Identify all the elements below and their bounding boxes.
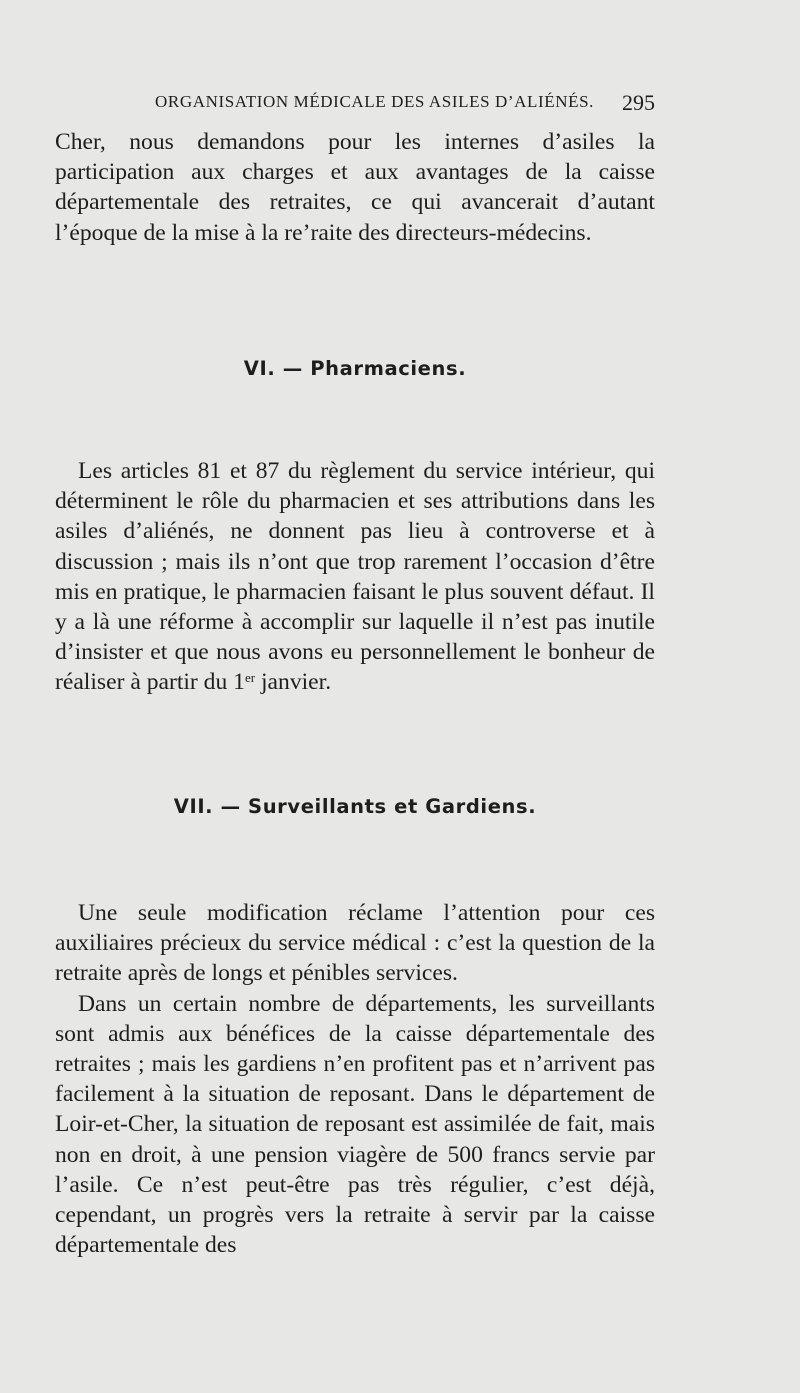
pharmaciens-paragraph: [55, 456, 655, 698]
surveillants-paragraph-2: Dans un certain nombre de départements, les surveillants sont admis aux bénéfices de la caisse départementale des retraites ; mais les gardiens n’en profitent pas et n’arrivent pas facilement à la situation de reposant. Dans le département de Loir-et-Cher, la situation de reposant est assimilée de fait, mais non en droit, à une pension viagère de 500 francs servie par l’asile. Ce n’est peut-être pas très régulier, c’est déjà, cependant, un progrès vers la retraite à servir par la caisse départementale des: [55, 990, 655, 1259]
ordinal-superscript: er: [244, 670, 256, 686]
running-title: ORGANISATION MÉDICALE DES ASILES D’ALIÉNÉS.: [155, 92, 594, 111]
section-heading-surveillants: VII. — Surveillants et Gardiens.: [173, 795, 537, 818]
section-body-surveillants: [55, 898, 655, 1260]
surveillants-paragraph-1: Une seule modification réclame l’attention pour ces auxiliaires précieux du service médical : c’est la question de la retraite après de longs et pénibles services.: [55, 900, 655, 987]
continuation-text: [55, 127, 655, 248]
section-body-pharmaciens: [55, 456, 655, 698]
running-head: [155, 90, 655, 118]
section-heading-pharmaciens: VI. — Pharmaciens.: [243, 357, 467, 380]
continuation-paragraph: Cher, nous demandons pour les internes d’asiles la participation aux charges et aux avantages de la caisse départementale des retraites, ce qui avancerait d’autant l’époque de la mise à la re’raite des directeurs-médecins.: [55, 129, 655, 246]
page-number: 295: [622, 90, 655, 115]
pharmaciens-text: Les articles 81 et 87 du règlement du service intérieur, qui déterminent le rôle du pharmacien et ses attributions dans les asiles d’aliénés, ne donnent pas lieu à controverse et à discussion ; mais ils n’ont que trop rarement l’occasion d’être mis en pratique, le pharmacien faisant le plus souvent défaut. Il y a là une réforme à accomplir sur laquelle il n’est pas inutile d’insister et que nous avons eu personnellement le bonheur de réaliser à partir du 1: [55, 458, 655, 696]
pharmaciens-text-end: janvier.: [255, 669, 332, 696]
